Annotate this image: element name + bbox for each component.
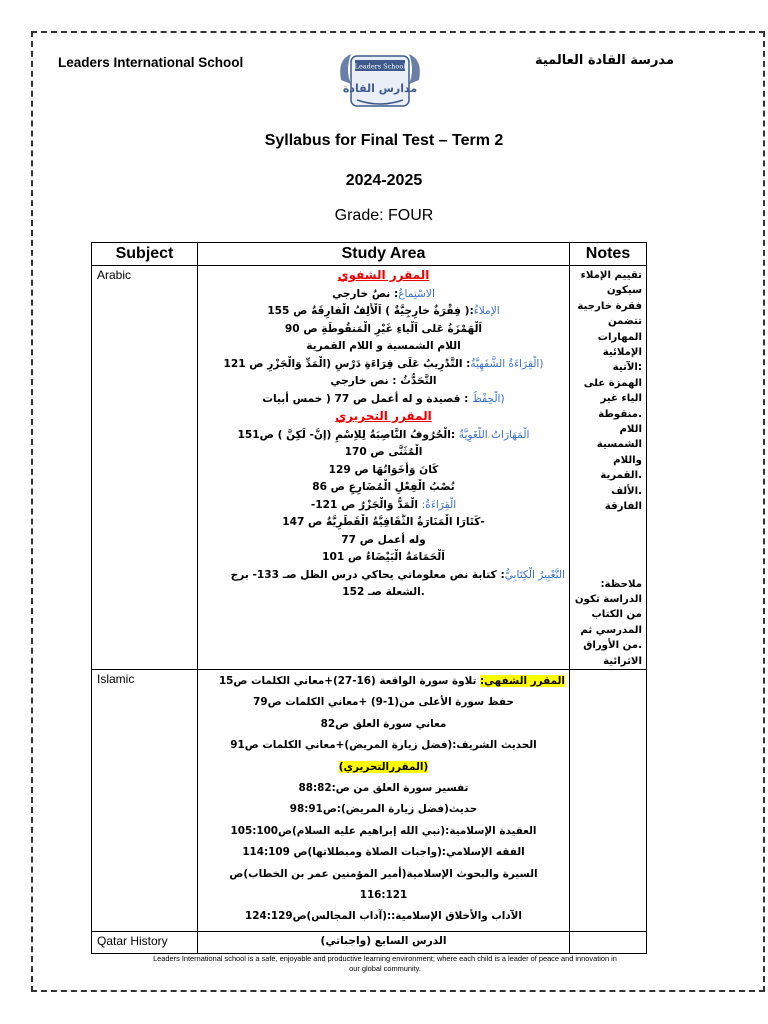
notes-line: .منقوطة: [598, 408, 642, 420]
katara-line: -كَتَارَا الْمَنَارَةُ الثَّقَافِيَّةُ الْقَطَرِيَّةُ ص 147: [282, 516, 485, 528]
school-name-arabic: مدرسة القادة العالمية: [534, 53, 674, 68]
notes-line: اللام الشمسية واللام: [596, 424, 642, 466]
notes-header: Notes: [570, 243, 647, 266]
islamic-oral-label: المقرر الشفهي:: [479, 674, 565, 687]
dictation-text: :( فِقْرَةٌ خارِجِيَّةٌ ) اَلْأَلِفُ الْفارِقَةُ ص 155: [267, 305, 474, 317]
notes-line: :الآتية: [612, 362, 642, 374]
notes-line: تقييم الإملاء سيكون: [580, 270, 642, 297]
subject-arabic: Arabic: [92, 266, 198, 670]
nasb-line: نُصْبُ الْفِعْلِ الْمُضَارِعِ ص 86: [312, 481, 455, 493]
islamic-line-10: 116:121: [359, 889, 408, 901]
islamic-written-label: (المقررالتحريري): [338, 760, 429, 773]
notes-line: .القمرية: [600, 470, 642, 482]
notes-history: [570, 931, 647, 953]
notes-line: المهارات الإملائية: [597, 331, 642, 359]
islamic-line-9: السيرة والبحوث الإسلامية(أمير المؤمنين عمر بن الخطاب)ص: [229, 867, 538, 880]
islamic-line-6: حديث(فضل زيارة المريض):ص98:91: [289, 803, 478, 816]
table-row-islamic: [92, 669, 647, 931]
school-name-english: Leaders International School: [58, 55, 244, 70]
notes-line: من الكتاب المدرسي ثم: [580, 609, 642, 636]
oral-heading: المقرر الشفوي: [337, 268, 430, 282]
reading2-label: الْقِرَاءَةُ:: [421, 498, 457, 511]
notes-arabic: [570, 266, 647, 670]
subject-history: Qatar History: [92, 931, 198, 953]
islamic-line-5: تفسير سورة العلق من ص:88:82: [298, 781, 469, 794]
subject-islamic: Islamic: [92, 669, 198, 931]
table-header-row: [92, 243, 647, 266]
muthanna-line: الْمُثَنَّى ص 170: [344, 446, 423, 458]
islamic-line-3: معاني سورة العلق ص82: [320, 717, 447, 730]
language-skills-text: :الْحُرُوفُ النَّاصِبَةُ لِلاِسْمِ (إنَّ- لَكِنَّ ) ص151: [237, 428, 459, 441]
listening-label: الاسْتِماعُ: [398, 287, 435, 300]
writing-text-2: .الشعلة صـ 152: [342, 586, 425, 598]
reading-label: (الْقِرَاءَةُ الشَّفَهِيَّةُ: [470, 357, 544, 370]
writing-label: التَّعْبِيرُ الْكِتَابِيُّ: [504, 568, 565, 581]
islamic-line-1: تلاوة سورة الواقعة (16-27)+معاني الكلمات ص15: [218, 674, 480, 687]
notes-islamic: [570, 669, 647, 931]
logo-text-english: Leaders School: [354, 62, 406, 71]
footer-line-1: Leaders International school is a safe, enjoyable and productive learning environment; where each child is a leader of peace and innovation in: [153, 954, 617, 963]
islamic-line-7: العقيدة الإسلامية:(نبي الله إبراهيم عليه السلام)ص105:100: [230, 824, 537, 837]
listening-text: : نصٌ خارجي: [332, 287, 399, 300]
islamic-line-8: الفقه الإسلامي:(واجبات الصلاة ومبطلاتها)ص 114:109: [242, 846, 525, 859]
subject-header: Subject: [92, 243, 198, 266]
writing-text: : كتابة نص معلوماتي يحاكي درس الظل صـ 133- برج: [230, 568, 505, 581]
kana-line: كَانَ وَأَخَوَاتُهَا ص 129: [328, 463, 439, 476]
islamic-line-2: حفظ سورة الأعلى من(1-9) +معاني الكلمات ص79: [253, 696, 514, 709]
footer-line-2: our global community.: [349, 964, 421, 973]
study-area-arabic: [198, 266, 570, 670]
memorize-text: : قصيدة و له أعمل ص 77 ( خمس أبيات: [262, 392, 473, 405]
logo-text-arabic: مدارس القادة: [342, 82, 418, 95]
reading-text: : التَّدْرِيبُ عَلَى قِرَاءَةِ دَرْسِ (الْمَدِّ وَالْجَزْرِ ص 121: [223, 357, 471, 370]
school-logo-emblem: [337, 50, 423, 112]
written-heading: المقرر التحريري: [335, 409, 432, 423]
notes-line: .الألف الفارقة: [604, 485, 642, 513]
lahu-line: وله أعمل ص 77: [341, 533, 426, 546]
study-area-header: Study Area: [198, 243, 570, 266]
notes-line: .من الأوراق الاثرائية: [583, 640, 642, 667]
notes-line: فقرة خارجية تتضمن: [577, 300, 642, 328]
hamza-line: اَلْهَمْزَةُ عَلى اَلْياءِ غَيْرِ الْمَنقُوطَةِ ص 90: [284, 322, 483, 335]
syllabus-table: [91, 242, 647, 954]
study-area-history: [198, 931, 570, 953]
islamic-line-11: الآداب والأخلاق الإسلامية::(آداب المجالس)ص124:129: [245, 910, 522, 923]
dictation-label: الإملاءُ: [473, 305, 500, 317]
table-row-history: [92, 931, 647, 953]
footer-mission: [90, 954, 680, 974]
grade-label: Grade: FOUR: [334, 207, 434, 224]
syllabus-title: Syllabus for Final Test – Term 2: [264, 132, 504, 149]
lam-line: اللام الشمسية و اللام القمرية: [306, 340, 461, 352]
islamic-line-4: الحديث الشريف:(فضل زيارة المريض)+معاني الكلمات ص91: [230, 739, 537, 752]
language-skills-label: الْمَهَارَاتُ اللُّغَوِيَّةُ: [458, 428, 530, 441]
study-area-islamic: [198, 669, 570, 931]
notes-line: الهمزة على الياء غير: [583, 377, 642, 405]
academic-year: 2024-2025: [345, 172, 423, 189]
memorize-label: (الْحِفْظُ: [472, 392, 505, 405]
table-row-arabic: [92, 266, 647, 670]
dove-line: اَلْحَمَامَةُ الْبَيْضَاءُ ص 101: [322, 551, 445, 563]
speaking-line: التَّحَدُّثُ : نص خارجي: [330, 375, 437, 387]
history-text: الدرس السابع (واجباتي): [320, 934, 447, 947]
notes-line: ملاحظة: الدراسة تكون: [574, 578, 642, 605]
reading2-text: الْمَدُّ وَالْجَزْرُ ص 121-: [310, 498, 422, 511]
